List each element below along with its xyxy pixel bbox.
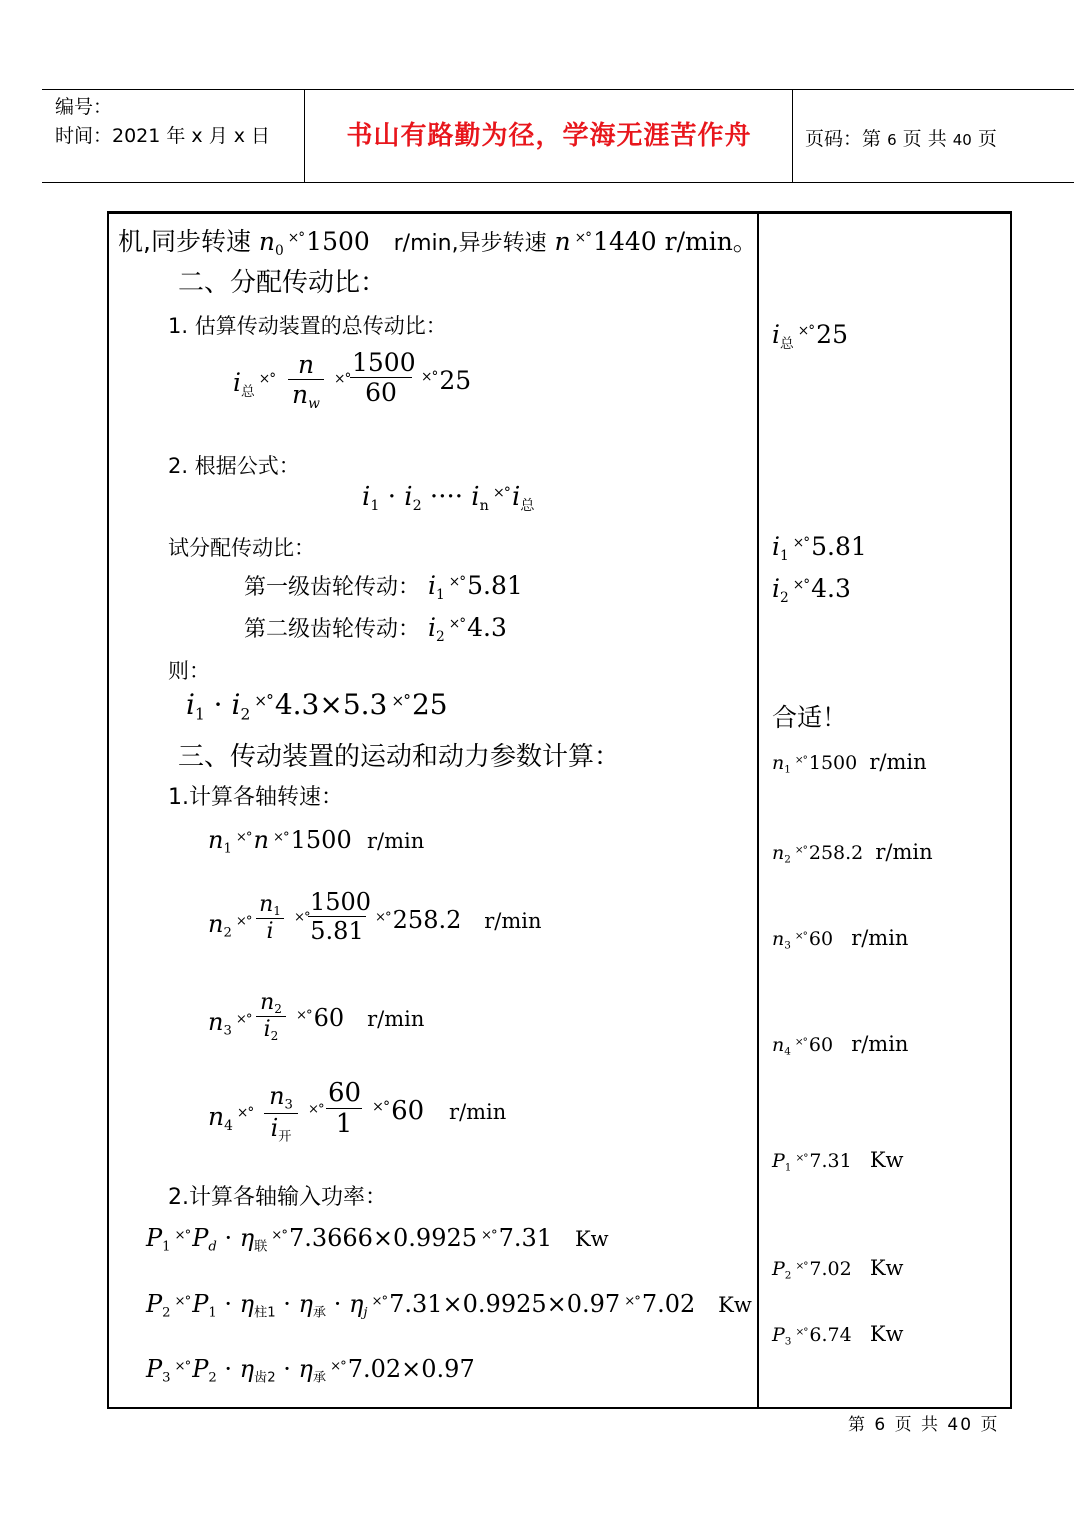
fraction-n1-over-i: $\frac{n_1}{i}$ <box>256 892 284 944</box>
side-itotal: $i_总^{\times^\circ}25$ <box>772 320 848 352</box>
side-p2: $P_2^{\times^\circ}$ 7.02 Kw <box>772 1256 904 1282</box>
try-assign-label: 试分配传动比： <box>168 536 315 560</box>
serial-label: 编号： <box>55 96 113 118</box>
page-mid: 页 共 <box>902 128 947 150</box>
eq-sign-n2: ×° <box>294 909 310 925</box>
page-footer: 第 6 页 共 40 页 <box>848 1415 1000 1435</box>
n4-result: ×°60 r/min <box>372 1096 507 1126</box>
side-n3: $n_3^{\times^\circ}$ 60 r/min <box>772 926 909 952</box>
step-2-label: 2. 根据公式： <box>168 454 300 478</box>
then-label: 则： <box>168 659 210 683</box>
fraction-n2-over-i2: $\frac{n_2}{i_2}$ <box>256 990 286 1043</box>
page-end: 页 <box>977 128 997 150</box>
p3-formula: $P_3^{\times^\circ}P_2 \cdot \eta_{齿2} \cdot \eta_承^{\times^\circ}7.02\times 0.97$ <box>146 1355 475 1386</box>
stage-1-line: 第一级齿轮传动： $i_1^{\times^\circ}5.81$ <box>244 571 523 603</box>
column-divider <box>757 211 759 1407</box>
time-label: 时间：2021 年 x 月 x 日 <box>55 125 271 147</box>
ratio-product-formula: $i_1 \cdot i_2$ ···· $i_n^{\times^\circ}i_总$ <box>362 482 535 514</box>
eq-sign-1: ×° <box>334 371 351 388</box>
power-calc-title: 2.计算各轴输入功率： <box>168 1185 387 1210</box>
check-product-line: $i_1 \cdot i_2^{\times^\circ}4.3\times 5.3$ ×°25 <box>186 688 448 724</box>
eq-sign-n4: ×° <box>308 1101 324 1117</box>
header-info <box>55 93 270 151</box>
speed-calc-title: 1.计算各轴转速： <box>168 785 343 810</box>
fraction-60-over-1: $\frac{60}{1}$ <box>328 1078 362 1139</box>
stage-2-line: 第二级齿轮传动： $i_2^{\times^\circ}4.3$ <box>244 613 507 645</box>
motor-speed-line: 机,同步转速 $n_0^{\times^\circ}1500$ r/min,异步转速 n ×°1440 r/min。 <box>118 227 758 259</box>
n1-formula: $n_1^{\times^\circ}n$ ×°1500 r/min <box>208 826 425 857</box>
page-label: 页码：第 <box>805 128 882 150</box>
side-p3: $P_3^{\times^\circ}$ 6.74 Kw <box>772 1322 904 1348</box>
page-total: 40 <box>952 131 972 149</box>
itotal-symbol: $i_总^{\times^\circ}$ <box>233 368 276 400</box>
n3-result: ×°60 r/min <box>296 1004 425 1032</box>
side-n2: $n_2^{\times^\circ}$ 258.2 r/min <box>772 840 933 866</box>
header-bottom-rule <box>42 182 1074 183</box>
n2-result: ×°258.2 r/min <box>375 906 542 934</box>
fraction-n3-over-ikai: $n_3$ $i_开$ <box>264 1082 298 1144</box>
n2-symbol: $n_2^{\times^\circ}$ <box>208 910 252 941</box>
step-1-label: 1. 估算传动装置的总传动比： <box>168 314 447 338</box>
side-p1: $P_1^{\times^\circ}$ 7.31 Kw <box>772 1148 904 1174</box>
p2-formula: $P_2^{\times^\circ}P_1 \cdot \eta_{柱1} \cdot \eta_承 \cdot \eta_j^{\times^\circ}7.31\times 0.9925\times 0.97$ ×°7.02 Kw <box>146 1290 752 1321</box>
itotal-result: ×°25 <box>421 366 472 395</box>
side-n1: $n_1^{\times^\circ}$ 1500 r/min <box>772 750 927 776</box>
p1-formula: $P_1^{\times^\circ}P_d \cdot \eta_联^{\times^\circ}7.3666\times 0.9925$ ×°7.31 Kw <box>146 1224 609 1255</box>
side-i1: $i_1^{\times^\circ}5.81$ <box>772 532 867 564</box>
side-i2: $i_2^{\times^\circ}4.3$ <box>772 574 851 606</box>
header-motto: 书山有路勤为径，学海无涯苦作舟 <box>346 121 752 151</box>
section-3-title: 三、传动装置的运动和动力参数计算： <box>178 742 621 772</box>
header-top-rule <box>42 89 1074 90</box>
side-ok: 合适！ <box>772 703 848 732</box>
header-page-info <box>805 124 997 151</box>
n4-symbol: $n_4^{\times^\circ}$ <box>208 1102 254 1134</box>
n3-symbol: $n_3^{\times^\circ}$ <box>208 1008 252 1039</box>
fraction-1500-over-60: $\frac{1500}{60}$ <box>352 348 416 407</box>
side-n4: $n_4^{\times^\circ}$ 60 r/min <box>772 1032 909 1058</box>
section-2-title: 二、分配传动比： <box>178 268 387 298</box>
fraction-n-over-nw: $\frac{n}{n_w}$ <box>288 350 324 412</box>
fraction-1500-over-5-81: $\frac{1500}{5.81}$ <box>310 888 372 945</box>
header-divider-2 <box>792 90 793 182</box>
page-number: 6 <box>887 131 897 149</box>
header-divider-1 <box>304 90 305 182</box>
